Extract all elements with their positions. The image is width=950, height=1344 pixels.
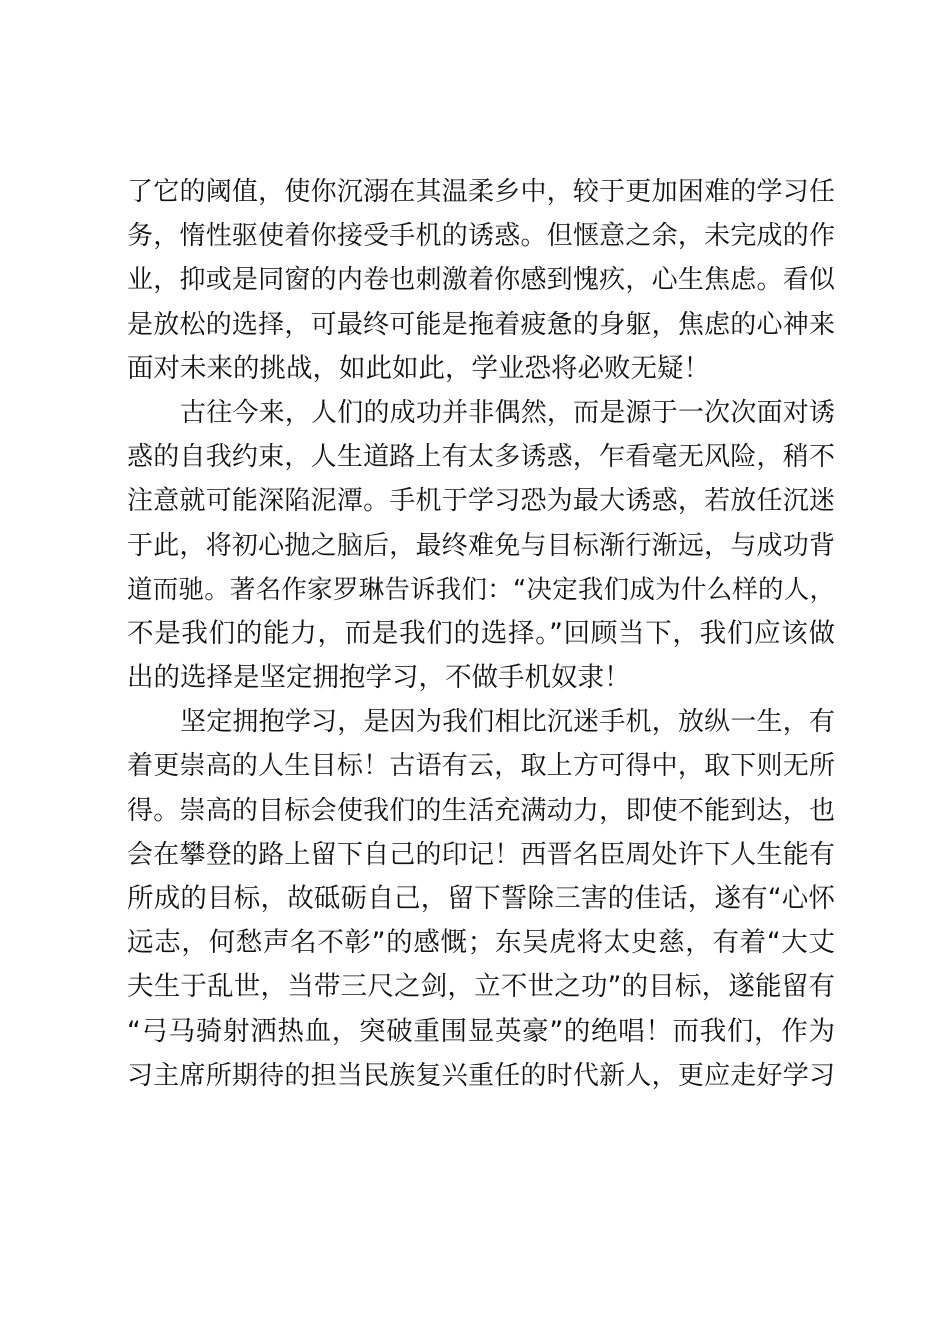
text-line: 所成的目标，故砥砺自己，留下誓除三害的佳话，遂有“心怀 [127,883,835,914]
text-line: 业，抑或是同窗的内卷也刺激着你感到愧疚，心生焦虑。看似 [127,265,835,296]
text-line: 面对未来的挑战，如此如此，学业恐将必败无疑！ [127,352,710,384]
text-line: 于此，将初心抛之脑后，最终难免与目标渐行渐远，与成功背 [127,530,835,561]
text-line: 会在攀登的路上留下自己的印记！西晋名臣周处许下人生能有 [127,839,835,870]
text-line: 出的选择是坚定拥抱学习，不做手机奴隶！ [127,662,631,694]
text-line: 习主席所期待的担当民族复兴重任的时代新人，更应走好学习 [127,1060,835,1091]
text-line: 远志，何愁声名不彰”的感慨；东吴虎将太史慈，有着“大丈 [127,927,835,959]
text-line: 了它的阈值，使你沉溺在其温柔乡中，较于更加困难的学习任 [127,177,835,207]
text-line: “弓马骑射洒热血，突破重围显英豪”的绝唱！而我们，作为 [127,1015,835,1047]
text-line: 务，惰性驱使着你接受手机的诱惑。但惬意之余，未完成的作 [127,221,835,252]
text-line: 道而驰。著名作家罗琳告诉我们：“决定我们成为什么样的人， [127,574,835,605]
text-line: 惑的自我约束，人生道路上有太多诱惑，乍看毫无风险，稍不 [127,442,835,473]
text-line: 不是我们的能力，而是我们的选择。”回顾当下，我们应该做 [127,617,835,649]
paragraph-first-line: 坚定拥抱学习，是因为我们相比沉迷手机，放纵一生，有 [180,707,835,738]
text-line: 夫生于乱世，当带三尺之剑，立不世之功”的目标，遂能留有 [127,971,835,1003]
text-line: 得。崇高的目标会使我们的生活充满动力，即使不能到达，也 [127,795,835,826]
paragraph-first-line: 古往今来，人们的成功并非偶然，而是源于一次次面对诱 [180,397,835,428]
body-text [127,170,835,1098]
text-line: 注意就可能深陷泥潭。手机于学习恐为最大诱惑，若放任沉迷 [127,486,835,517]
text-line: 是放松的选择，可最终可能是拖着疲惫的身躯，焦虑的心神来 [127,309,835,340]
text-line: 着更崇高的人生目标！古语有云，取上方可得中，取下则无所 [127,751,835,782]
